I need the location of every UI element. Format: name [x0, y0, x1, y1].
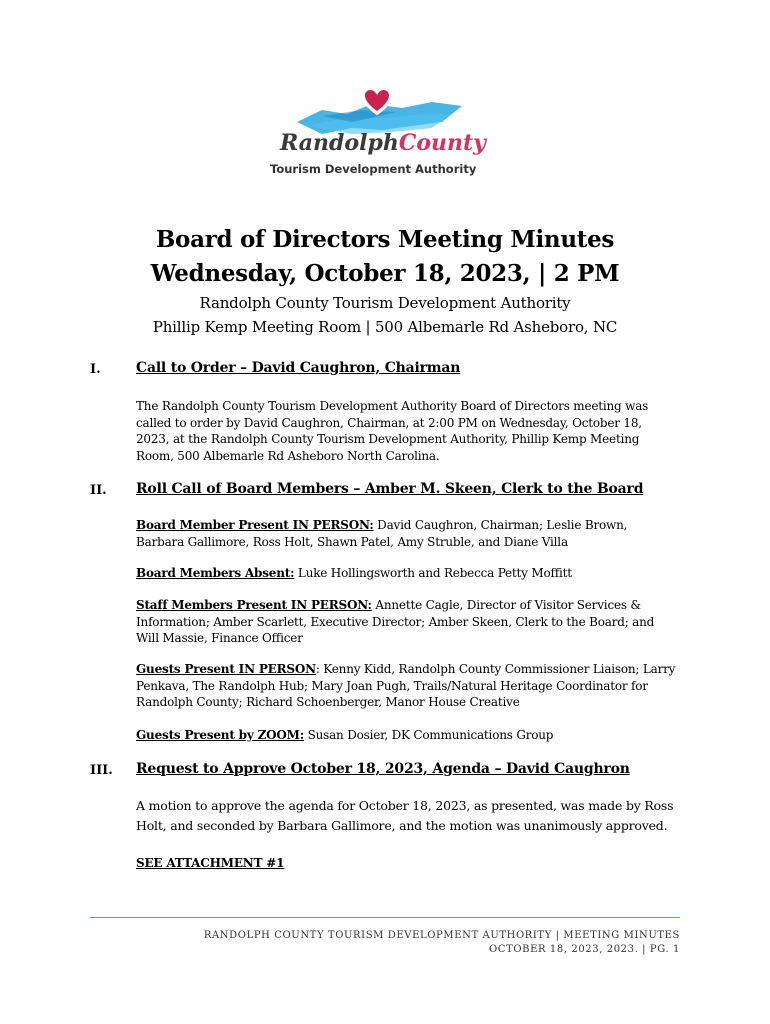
attachment-reference: SEE ATTACHMENT #1 [136, 856, 285, 870]
staff-present-label: Staff Members Present IN PERSON: [136, 598, 372, 612]
staff-present-text: Annette Cagle, Director of Visitor Services & Information; Amber Scarlett, Executive Director; Amber Skeen, Clerk to the Board; and Will Massie, Finance Officer [136, 598, 655, 645]
section-3-heading: Request to Approve October 18, 2023, Agenda – David Caughron [136, 761, 630, 777]
heart-icon [360, 86, 394, 116]
footer-org-line: RANDOLPH COUNTY TOURISM DEVELOPMENT AUTHORITY | MEETING MINUTES [203, 930, 680, 941]
board-absent-entry [136, 565, 676, 582]
staff-present-entry [136, 597, 676, 647]
logo-text-county: County [398, 130, 486, 156]
section-2-number: II. [90, 483, 107, 498]
board-present-entry [136, 517, 676, 550]
logo-wordmark [280, 130, 486, 156]
section-2-heading: Roll Call of Board Members – Amber M. Skeen, Clerk to the Board [136, 481, 644, 497]
section-3-number: III. [90, 763, 113, 778]
document-title: Board of Directors Meeting Minutes [155, 226, 615, 253]
board-absent-label: Board Members Absent: [136, 566, 295, 580]
meeting-date: Wednesday, October 18, 2023, | 2 PM [150, 260, 620, 287]
tda-logo [262, 86, 512, 186]
guests-zoom-entry [136, 727, 676, 744]
footer-page-line: OCTOBER 18, 2023, 2023. | PG. 1 [489, 944, 680, 955]
logo-subtitle: Tourism Development Authority [270, 162, 477, 176]
guests-in-person-entry [136, 661, 676, 711]
section-1-heading: Call to Order – David Caughron, Chairman [136, 360, 461, 376]
section-1-number: I. [90, 362, 101, 377]
guests-zoom-text: Susan Dosier, DK Communications Group [303, 728, 554, 742]
logo-text-randolph: Randolph [280, 130, 399, 156]
section-1-body: The Randolph County Tourism Development Authority Board of Directors meeting was called to order by David Caughron, Chairman, at 2:00 PM on Wednesday, October 18, 2023, at the Randolph County Tourism Development Authority, Phillip Kemp Meeting Room, 500 Albemarle Rd Asheboro North Carolina. [136, 399, 649, 463]
section-3-body: A motion to approve the agenda for October 18, 2023, as presented, was made by Ross Holt, and seconded by Barbara Gallimore, and the motion was unanimously approved. [136, 798, 674, 833]
footer-divider [90, 917, 680, 918]
guests-zoom-label: Guests Present by ZOOM: [136, 728, 304, 742]
board-absent-text: Luke Hollingsworth and Rebecca Petty Moffitt [294, 566, 572, 580]
board-present-text: David Caughron, Chairman; Leslie Brown, Barbara Gallimore, Ross Holt, Shawn Patel, Amy Struble, and Diane Villa [136, 518, 628, 549]
board-present-label: Board Member Present IN PERSON: [136, 518, 374, 532]
guests-in-person-label: Guests Present IN PERSON [136, 662, 316, 676]
organization-name: Randolph County Tourism Development Authority [199, 294, 571, 312]
guests-in-person-text: : Kenny Kidd, Randolph County Commissioner Liaison; Larry Penkava, The Randolph Hub; Mary Joan Pugh, Trails/Natural Heritage Coordinator for Randolph County; Richard Schoenberger, Manor House Creative [136, 662, 676, 709]
meeting-location: Phillip Kemp Meeting Room | 500 Albemarle Rd Asheboro, NC [152, 318, 618, 336]
